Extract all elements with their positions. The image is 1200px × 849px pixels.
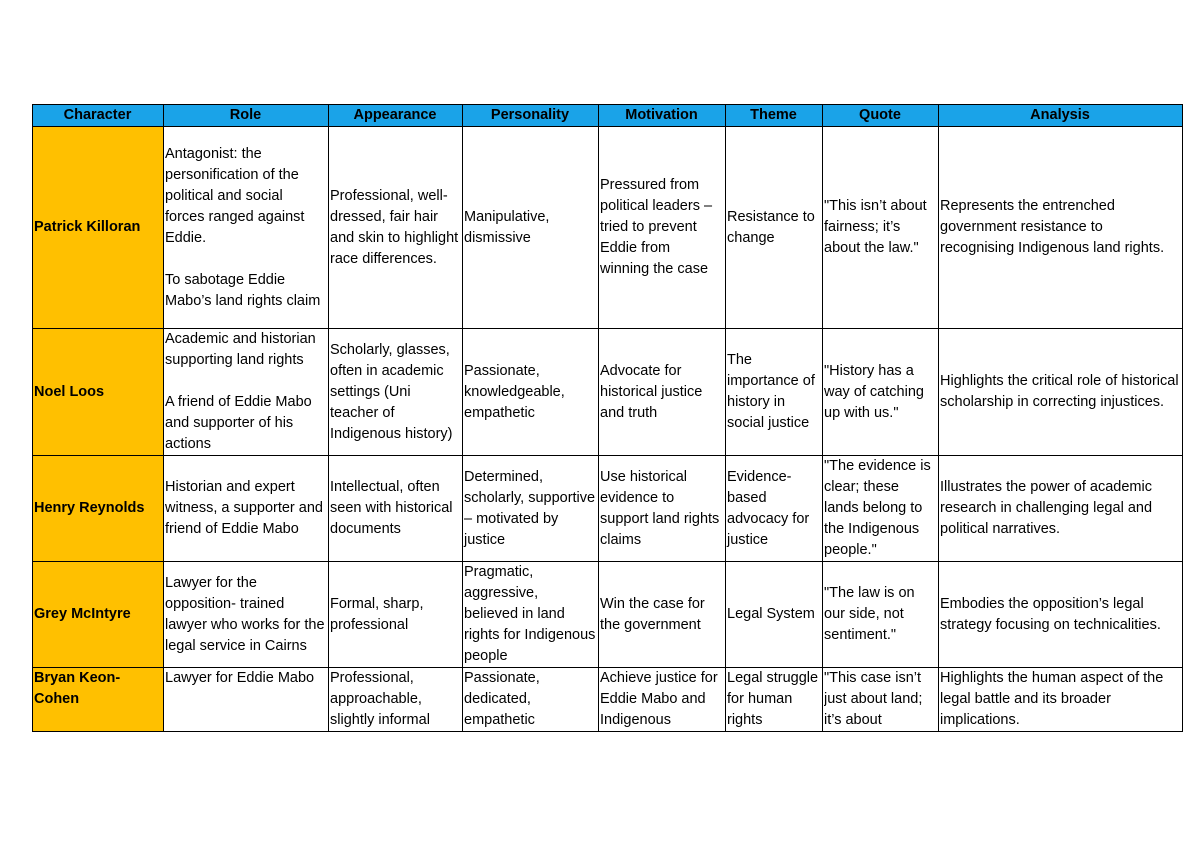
theme-text: Legal struggle for human rights xyxy=(727,670,819,728)
theme-cell: Resistance to change xyxy=(726,127,823,329)
personality-text: Passionate, dedicated, empathetic xyxy=(464,670,540,728)
motivation-cell: Win the case for the government xyxy=(599,562,726,668)
character-cell: Bryan Keon-Cohen xyxy=(33,668,164,732)
role-cell xyxy=(164,127,329,329)
appearance-cell: Professional, well-dressed, fair hair and skin to highlight race differences. xyxy=(329,127,463,329)
theme-cell: Evidence-based advocacy for justice xyxy=(726,456,823,562)
role-cell: Lawyer for the opposition- trained lawyer who works for the legal service in Cairns xyxy=(164,562,329,668)
header-motivation: Motivation xyxy=(599,105,726,127)
character-cell: Noel Loos xyxy=(33,329,164,456)
table-row xyxy=(33,127,1183,329)
character-analysis-table xyxy=(32,104,1183,732)
personality-cell: Passionate, knowledgeable, empathetic xyxy=(463,329,599,456)
motivation-cell xyxy=(599,668,726,732)
header-analysis: Analysis xyxy=(939,105,1183,127)
role-text-secondary: A friend of Eddie Mabo and supporter of his actions xyxy=(165,394,312,452)
personality-cell: Manipulative, dismissive xyxy=(463,127,599,329)
personality-cell: Determined, scholarly, supportive – motivated by justice xyxy=(463,456,599,562)
appearance-text: Professional, approachable, slightly informal xyxy=(330,670,430,728)
character-cell: Patrick Killoran xyxy=(33,127,164,329)
header-quote: Quote xyxy=(823,105,939,127)
theme-cell xyxy=(726,668,823,732)
appearance-cell: Scholarly, glasses, often in academic settings (Uni teacher of Indigenous history) xyxy=(329,329,463,456)
motivation-cell: Use historical evidence to support land rights claims xyxy=(599,456,726,562)
character-cell: Grey McIntyre xyxy=(33,562,164,668)
analysis-cell: Illustrates the power of academic research in challenging legal and political narratives. xyxy=(939,456,1183,562)
appearance-cell: Intellectual, often seen with historical documents xyxy=(329,456,463,562)
motivation-cell: Pressured from political leaders – tried to prevent Eddie from winning the case xyxy=(599,127,726,329)
role-text: Academic and historian supporting land rights xyxy=(165,331,316,368)
quote-cell: "The law is on our side, not sentiment." xyxy=(823,562,939,668)
header-appearance: Appearance xyxy=(329,105,463,127)
quote-cell: "The evidence is clear; these lands belong to the Indigenous people." xyxy=(823,456,939,562)
appearance-cell xyxy=(329,668,463,732)
table-row xyxy=(33,456,1183,562)
role-cell xyxy=(164,329,329,456)
quote-cell: "This isn’t about fairness; it’s about the law." xyxy=(823,127,939,329)
analysis-text: Highlights the human aspect of the legal battle and its broader implications. xyxy=(940,670,1164,728)
quote-cell: "History has a way of catching up with us." xyxy=(823,329,939,456)
personality-cell: Pragmatic, aggressive, believed in land rights for Indigenous people xyxy=(463,562,599,668)
theme-cell: Legal System xyxy=(726,562,823,668)
character-cell: Henry Reynolds xyxy=(33,456,164,562)
quote-text: "This case isn’t just about land; it’s about xyxy=(824,670,923,728)
header-personality: Personality xyxy=(463,105,599,127)
theme-cell: The importance of history in social justice xyxy=(726,329,823,456)
header-role: Role xyxy=(164,105,329,127)
role-cell: Historian and expert witness, a supporter and friend of Eddie Mabo xyxy=(164,456,329,562)
analysis-cell: Embodies the opposition’s legal strategy focusing on technicalities. xyxy=(939,562,1183,668)
analysis-cell: Represents the entrenched government resistance to recognising Indigenous land rights. xyxy=(939,127,1183,329)
motivation-text: Achieve justice for Eddie Mabo and Indigenous xyxy=(600,670,718,728)
role-text: Antagonist: the personification of the political and social forces ranged against Eddie. xyxy=(165,145,305,246)
table-row xyxy=(33,562,1183,668)
table-row xyxy=(33,329,1183,456)
quote-cell xyxy=(823,668,939,732)
analysis-cell xyxy=(939,668,1183,732)
motivation-cell: Advocate for historical justice and truth xyxy=(599,329,726,456)
personality-cell xyxy=(463,668,599,732)
header-row xyxy=(33,105,1183,127)
analysis-cell: Highlights the critical role of historical scholarship in correcting injustices. xyxy=(939,329,1183,456)
table-row xyxy=(33,668,1183,732)
role-text-secondary: To sabotage Eddie Mabo’s land rights claim xyxy=(165,271,321,309)
role-cell: Lawyer for Eddie Mabo xyxy=(164,668,329,732)
appearance-cell: Formal, sharp, professional xyxy=(329,562,463,668)
header-theme: Theme xyxy=(726,105,823,127)
header-character: Character xyxy=(33,105,164,127)
